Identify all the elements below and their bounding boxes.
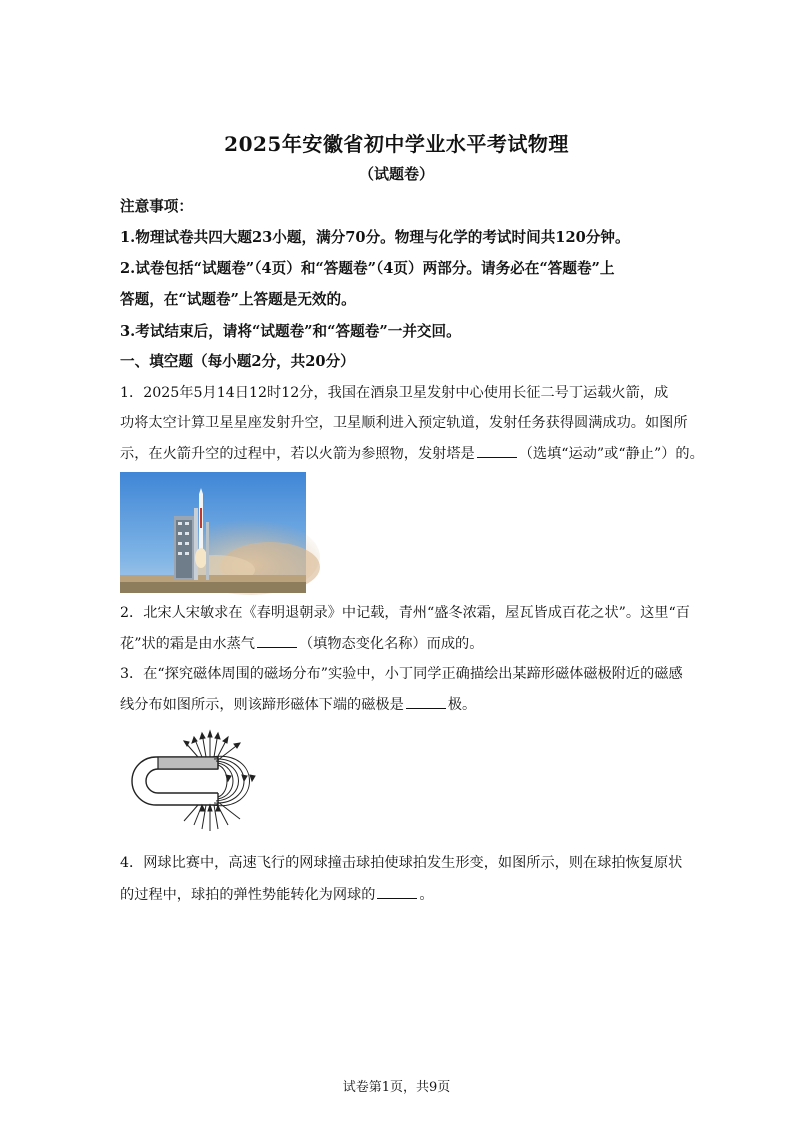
q3-text-after-blank: 极。 (447, 697, 477, 713)
q1-line-1: 1．2025年5月14日12时12分，我国在酒泉卫星发射中心使用长征二号丁运载火箭，成 (120, 385, 669, 401)
note-item-2: 2.试卷包括“试题卷”（4页）和“答题卷”（4页）两部分。请务必在“答题卷”上 (120, 260, 615, 277)
horseshoe-magnet-field-diagram (118, 725, 268, 837)
q3-line-2 (120, 694, 680, 715)
q4-line-2 (120, 884, 680, 905)
page-footer: 试卷第1页，共9页 (342, 1080, 451, 1095)
q4-text-before-blank: 的过程中，球拍的弹性势能转化为网球的 (120, 887, 376, 903)
exam-title: 2025年安徽省初中学业水平考试物理 (224, 132, 569, 156)
q1-line-3 (120, 443, 704, 464)
q4-text-after-blank: 。 (419, 887, 434, 903)
section-heading-fill-in: 一、填空题（每小题2分，共20分） (120, 353, 355, 370)
q3-text-before-blank: 线分布如图所示，则该蹄形磁体下端的磁极是 (120, 697, 404, 713)
q1-answer-blank[interactable] (477, 443, 517, 458)
notes-heading: 注意事项： (120, 198, 193, 215)
q1-line-2: 功将太空计算卫星星座发射升空，卫星顺利进入预定轨道，发射任务获得圆满成功。如图所 (120, 415, 688, 431)
q2-answer-blank[interactable] (257, 633, 297, 648)
q1-text-before-blank: 示，在火箭升空的过程中，若以火箭为参照物，发射塔是 (120, 446, 475, 462)
q2-text-before-blank: 花”状的霜是由水蒸气 (120, 636, 255, 652)
q4-line-1: 4．网球比赛中，高速飞行的网球撞击球拍使球拍发生形变，如图所示，则在球拍恢复原状 (120, 855, 683, 871)
q3-line-1: 3．在“探究磁体周围的磁场分布”实验中，小丁同学正确描绘出某蹄形磁体磁极附近的磁感 (120, 666, 683, 682)
note-item-3: 3.考试结束后，请将“试题卷”和“答题卷”一并交回。 (120, 323, 461, 340)
rocket-launch-photo (120, 472, 306, 593)
note-item-2-cont: 答题，在“试题卷”上答题是无效的。 (120, 291, 356, 308)
q3-answer-blank[interactable] (406, 694, 446, 709)
q2-line-1: 2．北宋人宋敏求在《春明退朝录》中记载，青州“盛冬浓霜，屋瓦皆成百花之状”。这里“百 (120, 605, 690, 621)
q2-text-after-blank: （填物态变化名称）而成的。 (298, 636, 484, 652)
q2-line-2 (120, 633, 680, 654)
note-item-1: 1.物理试卷共四大题23小题，满分70分。物理与化学的考试时间共120分钟。 (120, 229, 630, 246)
q1-text-after-blank: （选填“运动”或“静止”）的。 (518, 446, 704, 462)
q4-answer-blank[interactable] (377, 884, 417, 899)
exam-subtitle: （试题卷） (358, 165, 434, 183)
